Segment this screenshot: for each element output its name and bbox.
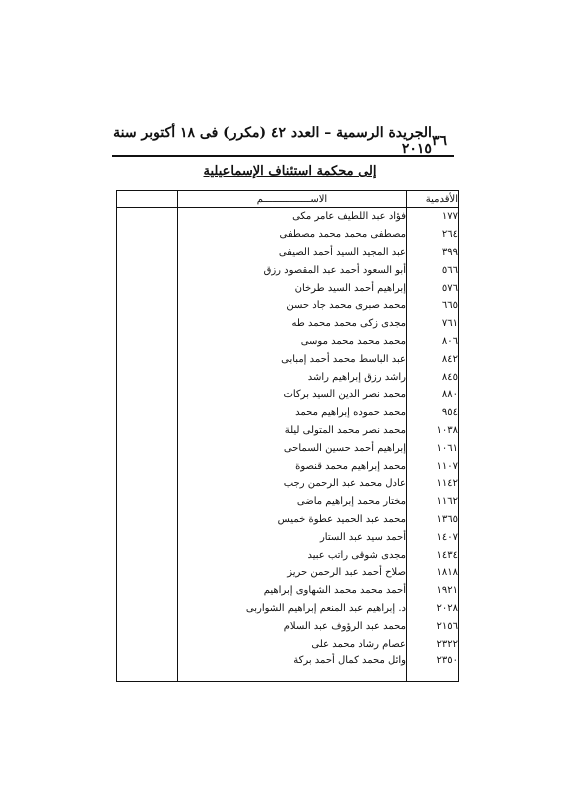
table-row (117, 333, 459, 351)
table-row (117, 315, 459, 333)
blank-cell (117, 546, 178, 564)
seniority-cell: ١٧٧ (407, 208, 459, 226)
name-cell: محمد نصر الدين السيد بركات (178, 386, 407, 404)
blank-cell (117, 528, 178, 546)
table-row (117, 386, 459, 404)
name-cell: راشد رزق إبراهيم راشد (178, 368, 407, 386)
blank-cell (117, 244, 178, 262)
blank-cell (117, 564, 178, 582)
seniority-cell: ١٩٢١ (407, 582, 459, 600)
page-header (111, 125, 447, 157)
table-row (117, 546, 459, 564)
seniority-cell: ١٠٣٨ (407, 422, 459, 440)
seniority-cell: ٨٤٥ (407, 368, 459, 386)
seniority-cell: ١٤٣٤ (407, 546, 459, 564)
table-row (117, 475, 459, 493)
name-cell: مجدى زكى محمد محمد طه (178, 315, 407, 333)
name-cell: د. إبراهيم عبد المنعم إبراهيم الشواربى (178, 600, 407, 618)
seniority-cell: ١١٤٢ (407, 475, 459, 493)
table-row (117, 528, 459, 546)
table-row (117, 635, 459, 653)
table-row (117, 297, 459, 315)
table-row (117, 350, 459, 368)
header-divider (112, 155, 454, 157)
name-cell: مختار محمد إبراهيم ماضى (178, 493, 407, 511)
blank-cell (117, 368, 178, 386)
name-cell: عادل محمد عبد الرحمن رجب (178, 475, 407, 493)
seniority-cell: ٦٦٥ (407, 297, 459, 315)
table-row (117, 582, 459, 600)
seniority-cell: ٩٥٤ (407, 404, 459, 422)
seniority-cell: ٢٠٢٨ (407, 600, 459, 618)
header-seniority: الأقدمية (407, 191, 459, 208)
blank-cell (117, 386, 178, 404)
blank-cell (117, 493, 178, 511)
blank-cell (117, 350, 178, 368)
seniority-cell: ١١٠٧ (407, 457, 459, 475)
name-cell: أبو السعود أحمد عبد المقصود رزق (178, 261, 407, 279)
table-row (117, 617, 459, 635)
table-row (117, 208, 459, 226)
name-cell: إبراهيم أحمد السيد طرخان (178, 279, 407, 297)
name-cell: إبراهيم أحمد حسين السماحى (178, 439, 407, 457)
seniority-cell: ١٣٦٥ (407, 511, 459, 529)
seniority-cell: ٢٣٥٠ (407, 653, 459, 682)
name-cell: صلاح أحمد عبد الرحمن حريز (178, 564, 407, 582)
name-cell: فؤاد عبد اللطيف عامر مكى (178, 208, 407, 226)
roster-table (116, 190, 459, 682)
seniority-cell: ٨٤٢ (407, 350, 459, 368)
table-row (117, 261, 459, 279)
name-cell: أحمد سيد عبد الستار (178, 528, 407, 546)
name-cell: محمد عبد الحميد عطوة خميس (178, 511, 407, 529)
roster-body (117, 208, 459, 682)
name-cell: وائل محمد كمال أحمد بركة (178, 653, 407, 682)
name-cell: محمد صبرى محمد جاد حسن (178, 297, 407, 315)
seniority-cell: ٥٧٦ (407, 279, 459, 297)
blank-cell (117, 404, 178, 422)
header-name: الاســــــــــــــــم (178, 191, 407, 208)
blank-cell (117, 422, 178, 440)
seniority-cell: ١٤٠٧ (407, 528, 459, 546)
name-cell: مجدى شوقى راتب عبيد (178, 546, 407, 564)
blank-cell (117, 511, 178, 529)
blank-cell (117, 208, 178, 226)
table-row (117, 457, 459, 475)
blank-cell (117, 315, 178, 333)
seniority-cell: ٣٩٩ (407, 244, 459, 262)
seniority-cell: ٧٦١ (407, 315, 459, 333)
publication-title: الجريدة الرسمية – العدد ٤٢ (مكرر) فى ١٨ أكتوبر سنة ٢٠١٥ (113, 125, 432, 157)
table-row (117, 511, 459, 529)
name-cell: محمد حموده إبراهيم محمد (178, 404, 407, 422)
table-row (117, 439, 459, 457)
table-row (117, 279, 459, 297)
blank-cell (117, 297, 178, 315)
blank-cell (117, 635, 178, 653)
name-cell: مصطفى محمد محمد مصطفى (178, 226, 407, 244)
blank-cell (117, 582, 178, 600)
header-blank (117, 191, 178, 208)
name-cell: محمد نصر محمد المتولى ليلة (178, 422, 407, 440)
name-cell: محمد إبراهيم محمد قنصوة (178, 457, 407, 475)
seniority-cell: ٢١٥٦ (407, 617, 459, 635)
blank-cell (117, 226, 178, 244)
table-row (117, 226, 459, 244)
seniority-cell: ١١٦٢ (407, 493, 459, 511)
table-row (117, 600, 459, 618)
seniority-cell: ٢٦٤ (407, 226, 459, 244)
table-header-row (117, 191, 459, 208)
seniority-cell: ١٨١٨ (407, 564, 459, 582)
name-cell: محمد محمد محمد موسى (178, 333, 407, 351)
table-row (117, 244, 459, 262)
seniority-cell: ٨٨٠ (407, 386, 459, 404)
name-cell: عبد المجيد السيد أحمد الصيفى (178, 244, 407, 262)
table-row (117, 564, 459, 582)
seniority-cell: ٨٠٦ (407, 333, 459, 351)
table-row (117, 493, 459, 511)
blank-cell (117, 617, 178, 635)
blank-cell (117, 279, 178, 297)
blank-cell (117, 653, 178, 682)
table-row (117, 404, 459, 422)
page-number: ٣٦ (431, 133, 447, 149)
table-row (117, 422, 459, 440)
blank-cell (117, 475, 178, 493)
blank-cell (117, 439, 178, 457)
name-cell: أحمد محمد محمد الشهاوى إبراهيم (178, 582, 407, 600)
blank-cell (117, 261, 178, 279)
seniority-cell: ٢٣٢٢ (407, 635, 459, 653)
name-cell: عبد الباسط محمد أحمد إمبابى (178, 350, 407, 368)
name-cell: عصام رشاد محمد على (178, 635, 407, 653)
table-row (117, 653, 459, 682)
seniority-cell: ١٠٦١ (407, 439, 459, 457)
name-cell: محمد عبد الرؤوف عبد السلام (178, 617, 407, 635)
section-title: إلى محكمة استئناف الإسماعيلية (203, 164, 377, 179)
blank-cell (117, 600, 178, 618)
blank-cell (117, 333, 178, 351)
table-row (117, 368, 459, 386)
seniority-cell: ٥٦٦ (407, 261, 459, 279)
blank-cell (117, 457, 178, 475)
